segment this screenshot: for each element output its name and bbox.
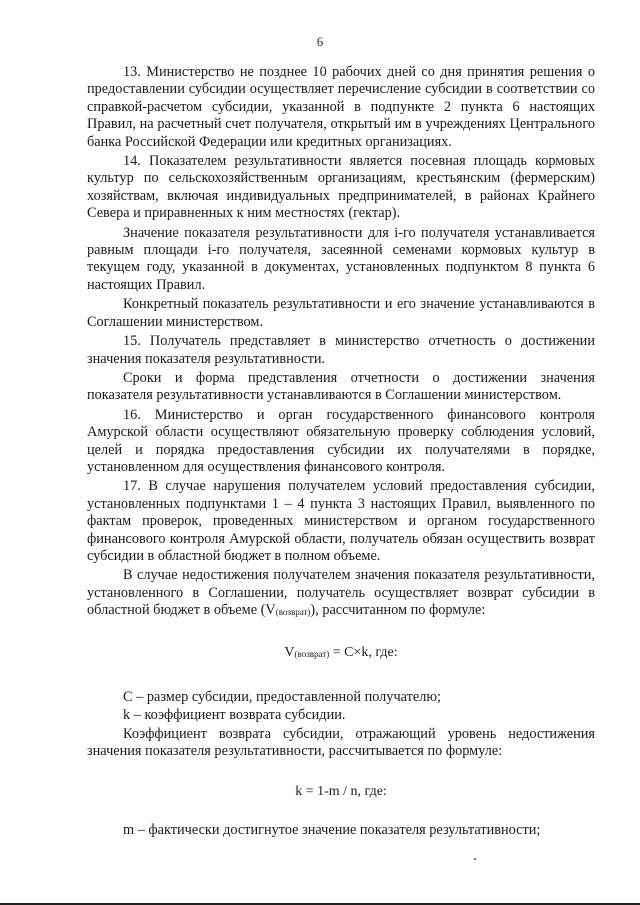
definition-m: m – фактически достигнутое значение показателя результативности; xyxy=(123,822,541,839)
paragraph-14-value: Значение показателя результативности для i-го получателя устанавливается равным площади i-го получателя, засеянной семенами кормовых культур в текущем году, указанной в документах, установленных подпунктом 8 пункта 6 настоящих Правил. xyxy=(87,224,595,293)
paragraph-17-nonachievement-text-b: ), рассчитанном по формуле: xyxy=(310,602,486,619)
formula-refund-lhs-subscript: (возврат) xyxy=(294,648,330,659)
formula-refund-volume xyxy=(87,644,595,663)
paragraph-13: 13. Министерство не позднее 10 рабочих дней со дня принятия решения о предоставлении субсидии осуществляет перечисление субсидии в соответствии со справкой-расчетом субсидии, указанной в подпункте 2 пункта 6 настоящих Правил, на расчетный счет получателя, открытый им в учреждениях Центрального банка Российской Федерации или кредитных организациях. xyxy=(87,64,595,150)
paragraph-14: 14. Показателем результативности является посевная площадь кормовых культур по сельскохозяйственным организациям, крестьянским (фермерским) хозяйствам, включая индивидуальных предпринимателей, в районах Крайнего Севера и приравненных к ним местностях (гектар). xyxy=(87,153,595,222)
document-body xyxy=(87,64,595,840)
definition-c: С – размер субсидии, предоставленной получателю; xyxy=(123,689,442,705)
paragraph-17: 17. В случае нарушения получателем условий предоставления субсидии, установленных подпунктами 1 – 4 пункта 3 настоящих Правил, выявленного по фактам проверок, проведенных министерством и органом государственного финансового контроля Амурской области, получатель обязан осуществить возврат субсидии в областной бюджет в полном объеме. xyxy=(87,478,595,564)
paragraph-16: 16. Министерство и орган государственного финансового контроля Амурской области осуществляют обязательную проверку соблюдения условий, целей и порядка предоставления субсидии их получателями в порядке, установленном для осуществления финансового контроля. xyxy=(87,406,595,475)
scan-speck xyxy=(474,858,476,860)
paragraph-14-concrete: Конкретный показатель результативности и его значение устанавливаются в Соглашении министерством. xyxy=(87,296,595,330)
paragraph-17-nonachievement-subscript: (возврат) xyxy=(275,607,311,618)
definition-k: k – коэффициент возврата субсидии. xyxy=(123,707,346,724)
paragraph-15-terms: Сроки и форма представления отчетности о достижении значения показателя результативности устанавливаются в Соглашении министерством. xyxy=(87,369,595,404)
formula-refund-rhs: = C×k, где: xyxy=(329,644,398,660)
paragraph-coefficient-intro: Коэффициент возврата субсидии, отражающий уровень недостижения значения показателя результативности, рассчитывается по формуле: xyxy=(87,725,595,760)
page-number: 6 xyxy=(316,34,324,49)
formula-coefficient: k = 1-m / n, где: xyxy=(295,783,387,799)
formula-refund-lhs: V xyxy=(284,644,295,660)
paragraph-17-nonachievement xyxy=(87,567,595,621)
paragraph-15: 15. Получатель представляет в министерство отчетность о достижении значения показателя результативности. xyxy=(87,333,595,367)
paragraph-17-nonachievement-text-a: В случае недостижения получателем значения показателя результативности, установленного в Соглашении, получатель осуществляет возврат субсидии в областной бюджет в объеме (V xyxy=(87,567,595,619)
